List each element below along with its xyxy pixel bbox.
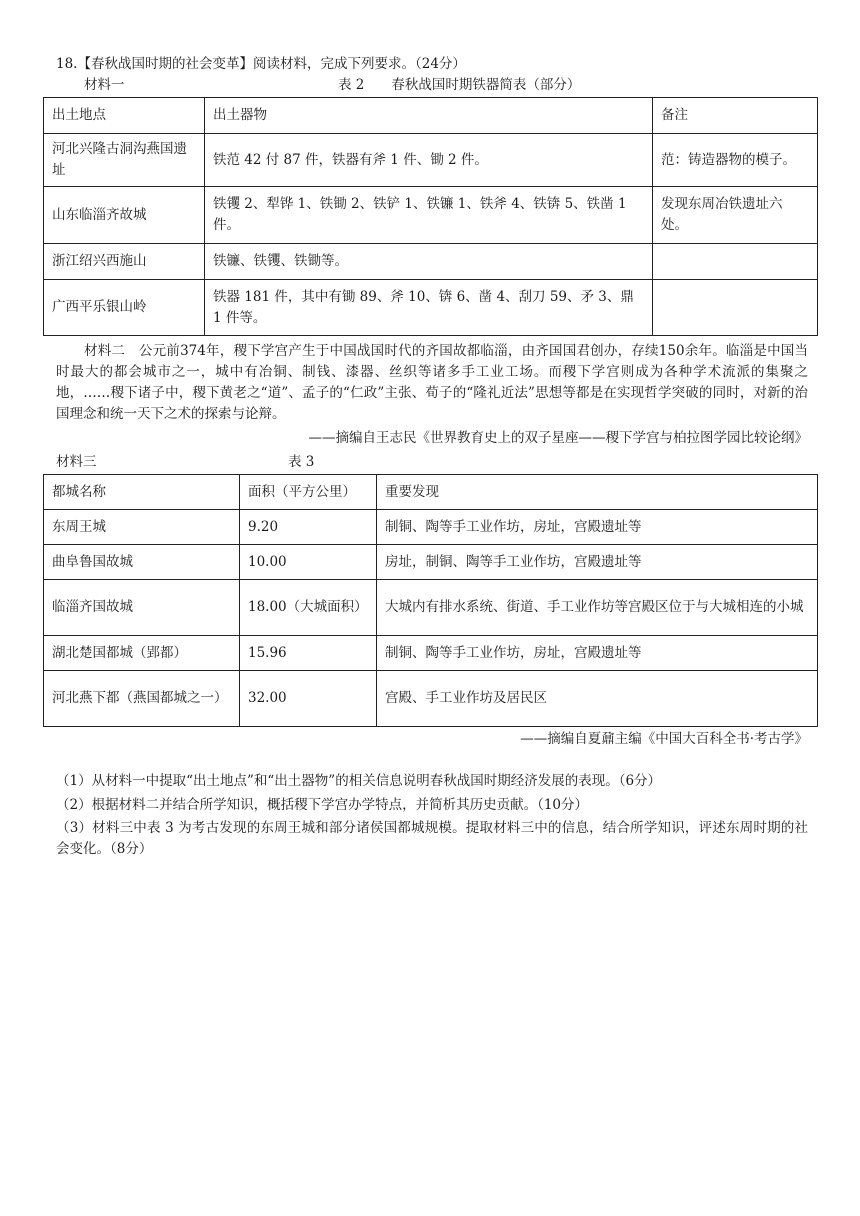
- table-row: [44, 244, 818, 280]
- table-cell: 临淄齐国故城: [44, 580, 240, 636]
- table-header-row: [44, 98, 818, 134]
- table-cell: 广西平乐银山岭: [44, 280, 205, 336]
- header-cell: 重要发现: [377, 475, 818, 510]
- question-title: 【春秋战国时期的社会变革】: [77, 56, 253, 72]
- table-cell: 浙江绍兴西施山: [44, 244, 205, 280]
- material2-paragraph: [56, 341, 808, 425]
- table-cell: 河北燕下都（燕国都城之一）: [44, 671, 240, 727]
- question-number: 18.: [56, 56, 78, 72]
- header-cell: 备注: [653, 98, 818, 134]
- capital-cities-table: [43, 474, 818, 727]
- table-cell: 铁䦆 2、犁铧 1、铁锄 2、铁铲 1、铁镰 1、铁斧 4、铁锛 5、铁凿 1 件。: [205, 187, 653, 244]
- table-cell: 曲阜鲁国故城: [44, 545, 240, 580]
- table-cell: [653, 280, 818, 336]
- table-cell: 湖北楚国都城（郢都）: [44, 636, 240, 671]
- material2-text: 公元前374年，稷下学宫产生于中国战国时代的齐国故都临淄，由齐国国君创办，存续150余年。临淄是中国当时最大的都会城市之一，城中有冶铜、制钱、漆器、丝织等诸多手工业工场。而稷下学宫则成为各种学术流派的集聚之地，……稷下诸子中，稷下黄老之“道”、孟子的“仁政”主张、荀子的“隆礼近法”思想等都是在实现哲学突破的同时，对新的治国理念和统一天下之术的探索与论辩。: [56, 343, 809, 422]
- table-cell: 铁镰、铁䦆、铁锄等。: [205, 244, 653, 280]
- table-cell: 发现东周冶铁遗址六处。: [653, 187, 818, 244]
- table-cell: 10.00: [240, 545, 377, 580]
- material2-source: ——摘编自王志民《世界教育史上的双子星座——稷下学宫与柏拉图学园比较论纲》: [308, 430, 808, 446]
- table-cell: 制铜、陶等手工业作坊，房址，宫殿遗址等: [377, 636, 818, 671]
- material1-caption: 表 2 春秋战国时期铁器简表（部分）: [338, 77, 581, 93]
- table-cell: 范：铸造器物的模子。: [653, 134, 818, 187]
- table-cell: 山东临淄齐故城: [44, 187, 205, 244]
- table-header-row: [44, 475, 818, 510]
- table-cell: 河北兴隆古洞沟燕国遗址: [44, 134, 205, 187]
- table-row: [44, 580, 818, 636]
- table-row: [44, 510, 818, 545]
- header-cell: 面积（平方公里）: [240, 475, 377, 510]
- header-cell: 都城名称: [44, 475, 240, 510]
- question-2: （2）根据材料二并结合所学知识，概括稷下学宫办学特点，并简析其历史贡献。（10分）: [56, 797, 589, 813]
- table-cell: 制铜、陶等手工业作坊，房址，宫殿遗址等: [377, 510, 818, 545]
- material3-caption: 表 3: [288, 454, 315, 470]
- question-instruction: 阅读材料，完成下列要求。（24分）: [252, 56, 466, 72]
- table-row: [44, 187, 818, 244]
- header-cell: 出土地点: [44, 98, 205, 134]
- table-cell: 大城内有排水系统、街道、手工业作坊等宫殿区位于与大城相连的小城: [377, 580, 818, 636]
- table-cell: 房址，制铜、陶等手工业作坊，宫殿遗址等: [377, 545, 818, 580]
- question-heading: [56, 54, 466, 74]
- table-row: [44, 280, 818, 336]
- material3-label: 材料三: [56, 454, 97, 470]
- table-cell: 15.96: [240, 636, 377, 671]
- material1-label: 材料一: [84, 77, 125, 93]
- table-row: [44, 134, 818, 187]
- table-cell: 18.00（大城面积）: [240, 580, 377, 636]
- table-row: [44, 545, 818, 580]
- table-row: [44, 671, 818, 727]
- table-cell: 32.00: [240, 671, 377, 727]
- table-cell: 宫殿、手工业作坊及居民区: [377, 671, 818, 727]
- material3-source: ——摘编自夏鼐主编《中国大百科全书·考古学》: [520, 731, 808, 747]
- question-3: （3）材料三中表 3 为考古发现的东周王城和部分诸侯国都城规模。提取材料三中的信息，结合所学知识，评述东周时期的社会变化。（8分）: [56, 820, 808, 857]
- question-1: （1）从材料一中提取“出土地点”和“出土器物”的相关信息说明春秋战国时期经济发展的表现。（6分）: [56, 773, 662, 789]
- material2-label: 材料二: [84, 343, 126, 359]
- iron-tools-table: [43, 97, 818, 336]
- table-row: [44, 636, 818, 671]
- table-cell: 铁器 181 件，其中有锄 89、斧 10、锛 6、凿 4、刮刀 59、矛 3、鼎 1 件等。: [205, 280, 653, 336]
- header-cell: 出土器物: [205, 98, 653, 134]
- table-cell: 铁范 42 付 87 件，铁器有斧 1 件、锄 2 件。: [205, 134, 653, 187]
- table-cell: 9.20: [240, 510, 377, 545]
- table-cell: [653, 244, 818, 280]
- table-cell: 东周王城: [44, 510, 240, 545]
